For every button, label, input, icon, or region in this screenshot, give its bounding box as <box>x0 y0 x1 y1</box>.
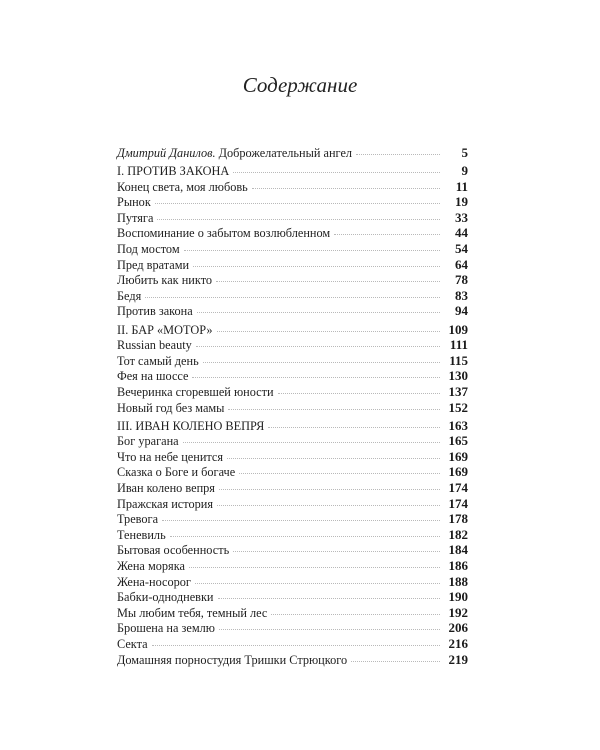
page-number: 206 <box>448 620 468 636</box>
toc-entry <box>117 652 468 668</box>
dot-leader <box>216 280 440 282</box>
toc-entry <box>117 589 468 605</box>
toc-entry <box>117 303 468 319</box>
page-number: 169 <box>448 464 468 480</box>
dot-leader <box>155 202 440 204</box>
page-number: 11 <box>455 178 468 194</box>
page-number: 109 <box>448 321 468 337</box>
page-number: 169 <box>448 448 468 464</box>
page-number: 137 <box>448 383 468 399</box>
page-number: 9 <box>461 163 468 179</box>
dot-leader <box>351 660 440 662</box>
toc-entry <box>117 574 468 590</box>
toc-entry <box>117 542 468 558</box>
page-number: 184 <box>448 542 468 558</box>
dot-leader <box>356 153 440 155</box>
toc-entry <box>117 480 468 496</box>
toc-entry <box>117 449 468 465</box>
dot-leader <box>192 376 440 378</box>
page-number: 44 <box>455 225 468 241</box>
page-number: 165 <box>448 433 468 449</box>
table-of-contents <box>117 145 468 667</box>
page-number: 163 <box>448 417 468 433</box>
page-number: 19 <box>455 194 468 210</box>
toc-entry <box>117 496 468 512</box>
dot-leader <box>162 519 440 521</box>
dot-leader <box>227 457 440 459</box>
toc-entry <box>117 179 468 195</box>
dot-leader <box>157 218 440 220</box>
dot-leader <box>196 345 440 347</box>
entry-title: Бабки-однодневки <box>117 590 214 605</box>
section-title: III. ИВАН КОЛЕНО ВЕПРЯ <box>117 418 265 433</box>
entry-title: Любить как никто <box>117 273 213 288</box>
entry-title: Жена моряка <box>117 558 185 573</box>
toc-section-heading <box>117 322 468 338</box>
page-number: 152 <box>448 399 468 415</box>
entry-title: Пред вратами <box>117 257 190 272</box>
toc-entry <box>117 384 468 400</box>
dot-leader <box>218 597 440 599</box>
entry-title: Иван колено вепря <box>117 480 215 495</box>
intro-title: Доброжелательный ангел <box>218 146 353 160</box>
dot-leader <box>184 249 440 251</box>
page-number: 78 <box>455 272 468 288</box>
page-number: 188 <box>448 573 468 589</box>
dot-leader <box>193 265 440 267</box>
page-number: 33 <box>455 209 468 225</box>
entry-title: Вечеринка сгоревшей юности <box>117 384 274 399</box>
toc-sections <box>117 163 468 667</box>
dot-leader <box>278 392 440 394</box>
page-number: 190 <box>448 589 468 605</box>
toc-section-heading <box>117 163 468 179</box>
dot-leader <box>228 408 440 410</box>
page-number: 192 <box>448 604 468 620</box>
dot-leader <box>195 582 440 584</box>
page-title: Содержание <box>242 73 358 97</box>
toc-entry <box>117 257 468 273</box>
entry-title: Секта <box>117 636 148 651</box>
section-title: I. ПРОТИВ ЗАКОНА <box>117 164 230 179</box>
entry-title: Жена-носорог <box>117 574 191 589</box>
toc-intro-entry <box>117 145 468 161</box>
entry-title: Мы любим тебя, темный лес <box>117 605 268 620</box>
entry-title: Тот самый день <box>117 353 199 368</box>
entry-title: Домашняя порностудия Тришки Стрюцкого <box>117 652 348 667</box>
entry-title: Пражская история <box>117 496 213 511</box>
toc-entry <box>117 288 468 304</box>
dot-leader <box>219 628 440 630</box>
dot-leader <box>334 233 440 235</box>
dot-leader <box>203 361 440 363</box>
entry-title: Тревога <box>117 512 159 527</box>
page-number: 174 <box>448 479 468 495</box>
page-number: 219 <box>448 651 468 667</box>
toc-entry <box>117 353 468 369</box>
toc-entry <box>117 527 468 543</box>
page-number: 83 <box>455 287 468 303</box>
toc-entry <box>117 464 468 480</box>
dot-leader <box>233 550 440 552</box>
toc-entry <box>117 210 468 226</box>
toc-entry <box>117 400 468 416</box>
entry-title: Воспоминание о забытом возлюбленном <box>117 226 331 241</box>
intro-author: Дмитрий Данилов. <box>117 146 216 160</box>
toc-entry <box>117 241 468 257</box>
page-number: 216 <box>448 635 468 651</box>
page-number: 5 <box>461 145 468 160</box>
dot-leader <box>268 426 440 428</box>
page-number: 111 <box>449 337 468 353</box>
entry-title: Теневиль <box>117 527 166 542</box>
entry-title: Бедя <box>117 288 142 303</box>
entry-title: Конец света, моя любовь <box>117 179 248 194</box>
entry-title: Что на небе ценится <box>117 449 224 464</box>
toc-section-heading <box>117 418 468 434</box>
toc-entry <box>117 511 468 527</box>
page-number: 130 <box>448 368 468 384</box>
toc-entry <box>117 558 468 574</box>
page-number: 64 <box>455 256 468 272</box>
dot-leader <box>145 296 440 298</box>
toc-entry <box>117 620 468 636</box>
toc-entry <box>117 368 468 384</box>
dot-leader <box>233 171 440 173</box>
entry-title: Брошена на землю <box>117 621 215 636</box>
dot-leader <box>183 441 440 443</box>
page-number: 94 <box>455 303 468 319</box>
toc-entry <box>117 337 468 353</box>
page-number: 174 <box>448 495 468 511</box>
section-title: II. БАР «МОТОР» <box>117 322 213 337</box>
page-number: 186 <box>448 557 468 573</box>
page-number: 115 <box>449 352 468 368</box>
entry-title: Новый год без мамы <box>117 400 225 415</box>
entry-title: Бог урагана <box>117 434 179 449</box>
dot-leader <box>217 504 440 506</box>
toc-entry <box>117 225 468 241</box>
toc-entry <box>117 272 468 288</box>
page-number: 54 <box>455 241 468 257</box>
toc-entry <box>117 194 468 210</box>
toc-entry <box>117 605 468 621</box>
dot-leader <box>252 187 440 189</box>
entry-title: Фея на шоссе <box>117 369 189 384</box>
dot-leader <box>152 644 440 646</box>
entry-title: Путяга <box>117 210 154 225</box>
toc-entry <box>117 433 468 449</box>
dot-leader <box>170 535 440 537</box>
page-number: 182 <box>448 526 468 542</box>
entry-title: Russian beauty <box>117 338 192 353</box>
entry-title: Сказка о Боге и богаче <box>117 465 236 480</box>
dot-leader <box>219 488 440 490</box>
entry-title: Рынок <box>117 195 151 210</box>
entry-title: Под мостом <box>117 242 180 257</box>
dot-leader <box>217 330 440 332</box>
entry-title: Бытовая особенность <box>117 543 230 558</box>
page-number: 178 <box>448 511 468 527</box>
dot-leader <box>189 566 440 568</box>
dot-leader <box>239 472 440 474</box>
dot-leader <box>271 613 440 615</box>
dot-leader <box>197 311 440 313</box>
entry-title: Против закона <box>117 304 193 319</box>
toc-entry <box>117 636 468 652</box>
